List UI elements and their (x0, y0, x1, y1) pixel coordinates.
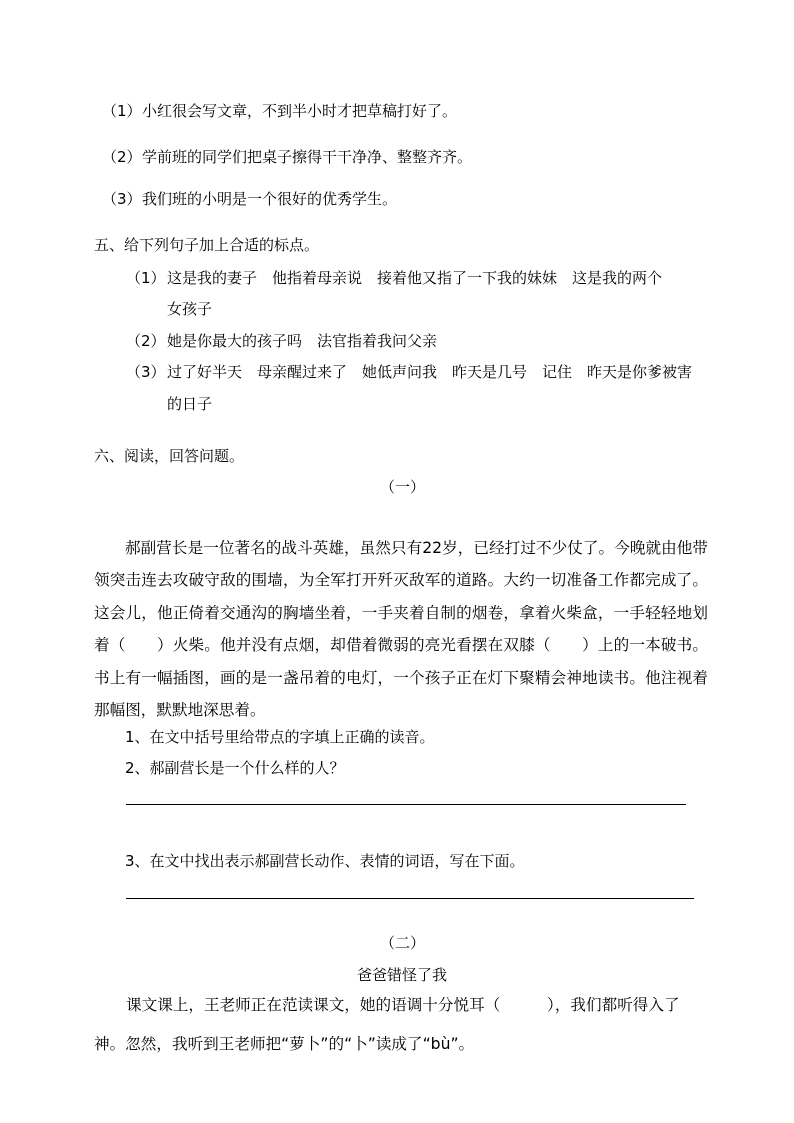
reading-part1-label: （一） (380, 478, 426, 496)
section5-item-1-line2: 女孩子 (167, 300, 213, 318)
item-text: 学前班的同学们把桌子擦得干干净净、整整齐齐。 (142, 148, 473, 166)
section5-item-3-line1: 过了好半天 母亲醒过来了 她低声问我 昨天是几号 记住 昨天是你爹被害 (167, 363, 693, 381)
item-text: 我们班的小明是一个很好的优秀学生。 (142, 190, 398, 208)
section4-item-1 (102, 101, 457, 121)
reading-part2-label: （二） (380, 934, 426, 952)
section5-item-2-number: （2） (126, 332, 166, 350)
item-number: （1） (102, 102, 142, 120)
section4-item-3 (102, 189, 397, 209)
section5-heading: 五、给下列句子加上合适的标点。 (94, 236, 320, 254)
reading-part2-title: 爸爸错怪了我 (357, 966, 448, 984)
section5-item-2-line1: 她是你最大的孩子吗 法官指着我问父亲 (167, 332, 438, 350)
item-text: 小红很会写文章，不到半小时才把草稿打好了。 (142, 102, 458, 120)
reading-passage-1: 郝副营长是一位著名的战斗英雄，虽然只有22岁，已经打过不少仗了。今晚就由他带领突击连去攻破守敌的围墙，为全军打开歼灭敌军的道路。大约一切准备工作都完成了。这会儿，他正倚着交通沟的胸墙坐着，一手夹着自制的烟卷，拿着火柴盒，一手轻轻地划着（ ）火柴。他并没有点烟，却借着微弱的亮光看摆在双膝（ ）上的一本破书。书上有一幅插图，画的是一盏吊着的电灯，一个孩子正在灯下聚精会神地读书。他注视着那幅图，默默地深思着。 (94, 539, 708, 720)
section5-item-3-number: （3） (126, 363, 166, 381)
section4-item-2 (102, 147, 472, 167)
answer-line-3[interactable] (126, 898, 694, 899)
reading-part2-line1: 课文课上，王老师正在范读课文，她的语调十分悦耳（ ），我们都听得入了 (126, 996, 680, 1014)
section6-heading: 六、阅读，回答问题。 (94, 447, 245, 465)
section5-item-1-number: （1） (126, 269, 166, 287)
item-number: （2） (102, 148, 142, 166)
question-2: 2、郝副营长是一个什么样的人？ (125, 759, 345, 777)
item-number: （3） (102, 190, 142, 208)
reading-part2-line2: 神。忽然，我听到王老师把“萝卜”的“卜”读成了“bù”。 (94, 1035, 475, 1053)
question-1: 1、在文中括号里给带点的字填上正确的读音。 (125, 728, 435, 746)
section5-item-1-line1: 这是我的妻子 他指着母亲说 接着他又指了一下我的妹妹 这是我的两个 (167, 269, 663, 287)
question-3: 3、在文中找出表示郝副营长动作、表情的词语，写在下面。 (125, 852, 525, 870)
section5-item-3-line2: 的日子 (167, 395, 213, 413)
answer-line-2[interactable] (126, 804, 686, 805)
